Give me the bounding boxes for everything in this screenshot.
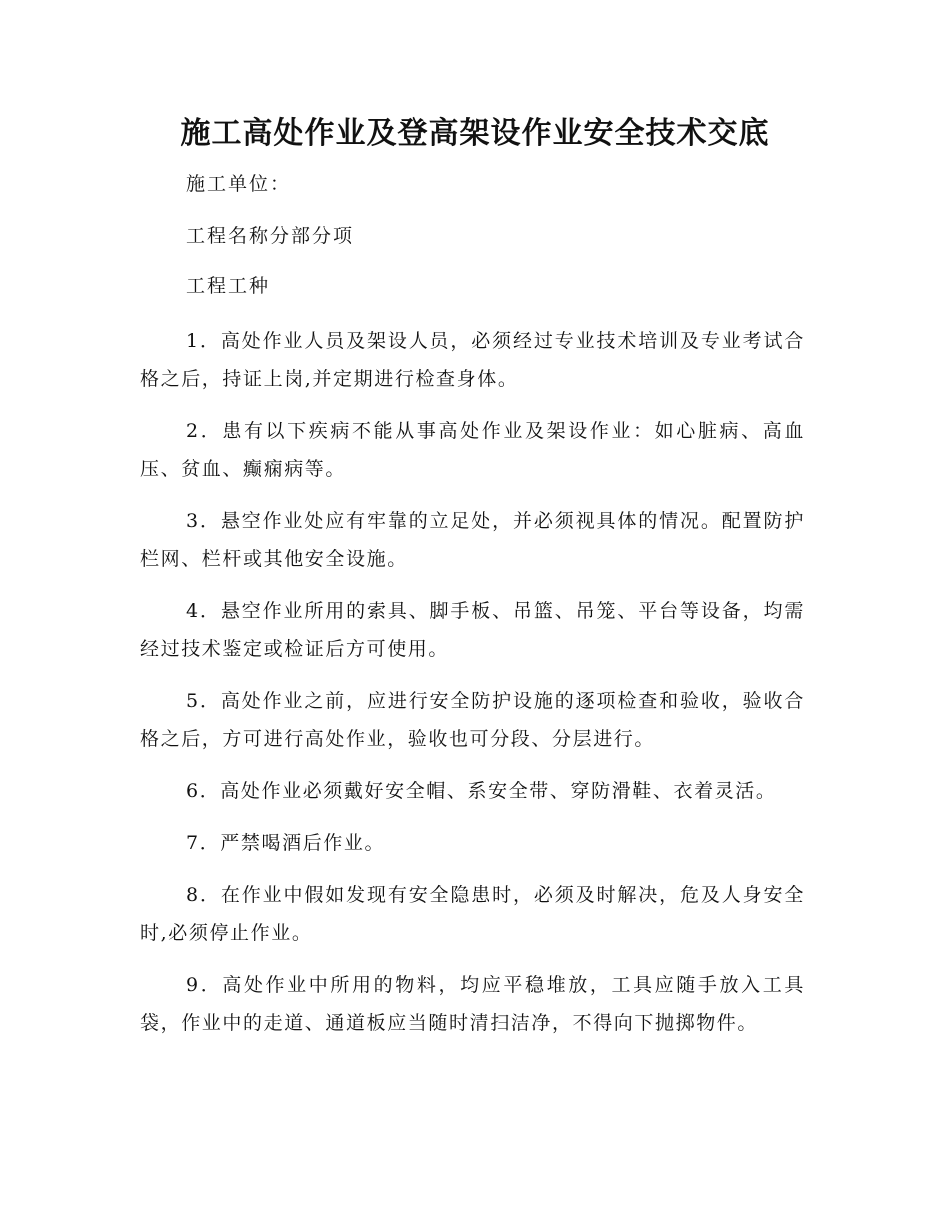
project-name-label: 工程名称分部分项: [186, 225, 355, 247]
list-item: 1．高处作业人员及架设人员，必须经过专业技术培训及专业考试合格之后，持证上岗,并定期进行检查身体。: [140, 330, 805, 390]
list-item: 8．在作业中假如发现有安全隐患时，必须及时解决，危及人身安全时,必须停止作业。: [140, 884, 805, 944]
list-item: 7．严禁喝酒后作业。: [186, 832, 386, 854]
list-item: 9．高处作业中所用的物料，均应平稳堆放，工具应随手放入工具袋，作业中的走道、通道板应当随时清扫洁净，不得向下抛掷物件。: [140, 974, 805, 1034]
safety-items-list: [140, 322, 805, 1056]
document-title: 施工高处作业及登高架设作业安全技术交底: [180, 116, 770, 151]
list-item: 2．患有以下疾病不能从事高处作业及架设作业：如心脏病、高血压、贫血、癫痫病等。: [140, 420, 805, 480]
list-item: 3．悬空作业处应有牢靠的立足处，并必须视具体的情况。配置防护栏网、栏杆或其他安全设施。: [140, 510, 805, 570]
construction-unit-label: 施工单位：: [186, 173, 292, 195]
list-item: 5．高处作业之前，应进行安全防护设施的逐项检查和验收，验收合格之后，方可进行高处作业，验收也可分段、分层进行。: [140, 690, 805, 750]
list-item: 6．高处作业必须戴好安全帽、系安全带、穿防滑鞋、衣着灵活。: [186, 780, 777, 802]
list-item: 4．悬空作业所用的索具、脚手板、吊篮、吊笼、平台等设备，均需经过技术鉴定或检证后方可使用。: [140, 600, 805, 660]
trade-label: 工程工种: [186, 275, 271, 297]
